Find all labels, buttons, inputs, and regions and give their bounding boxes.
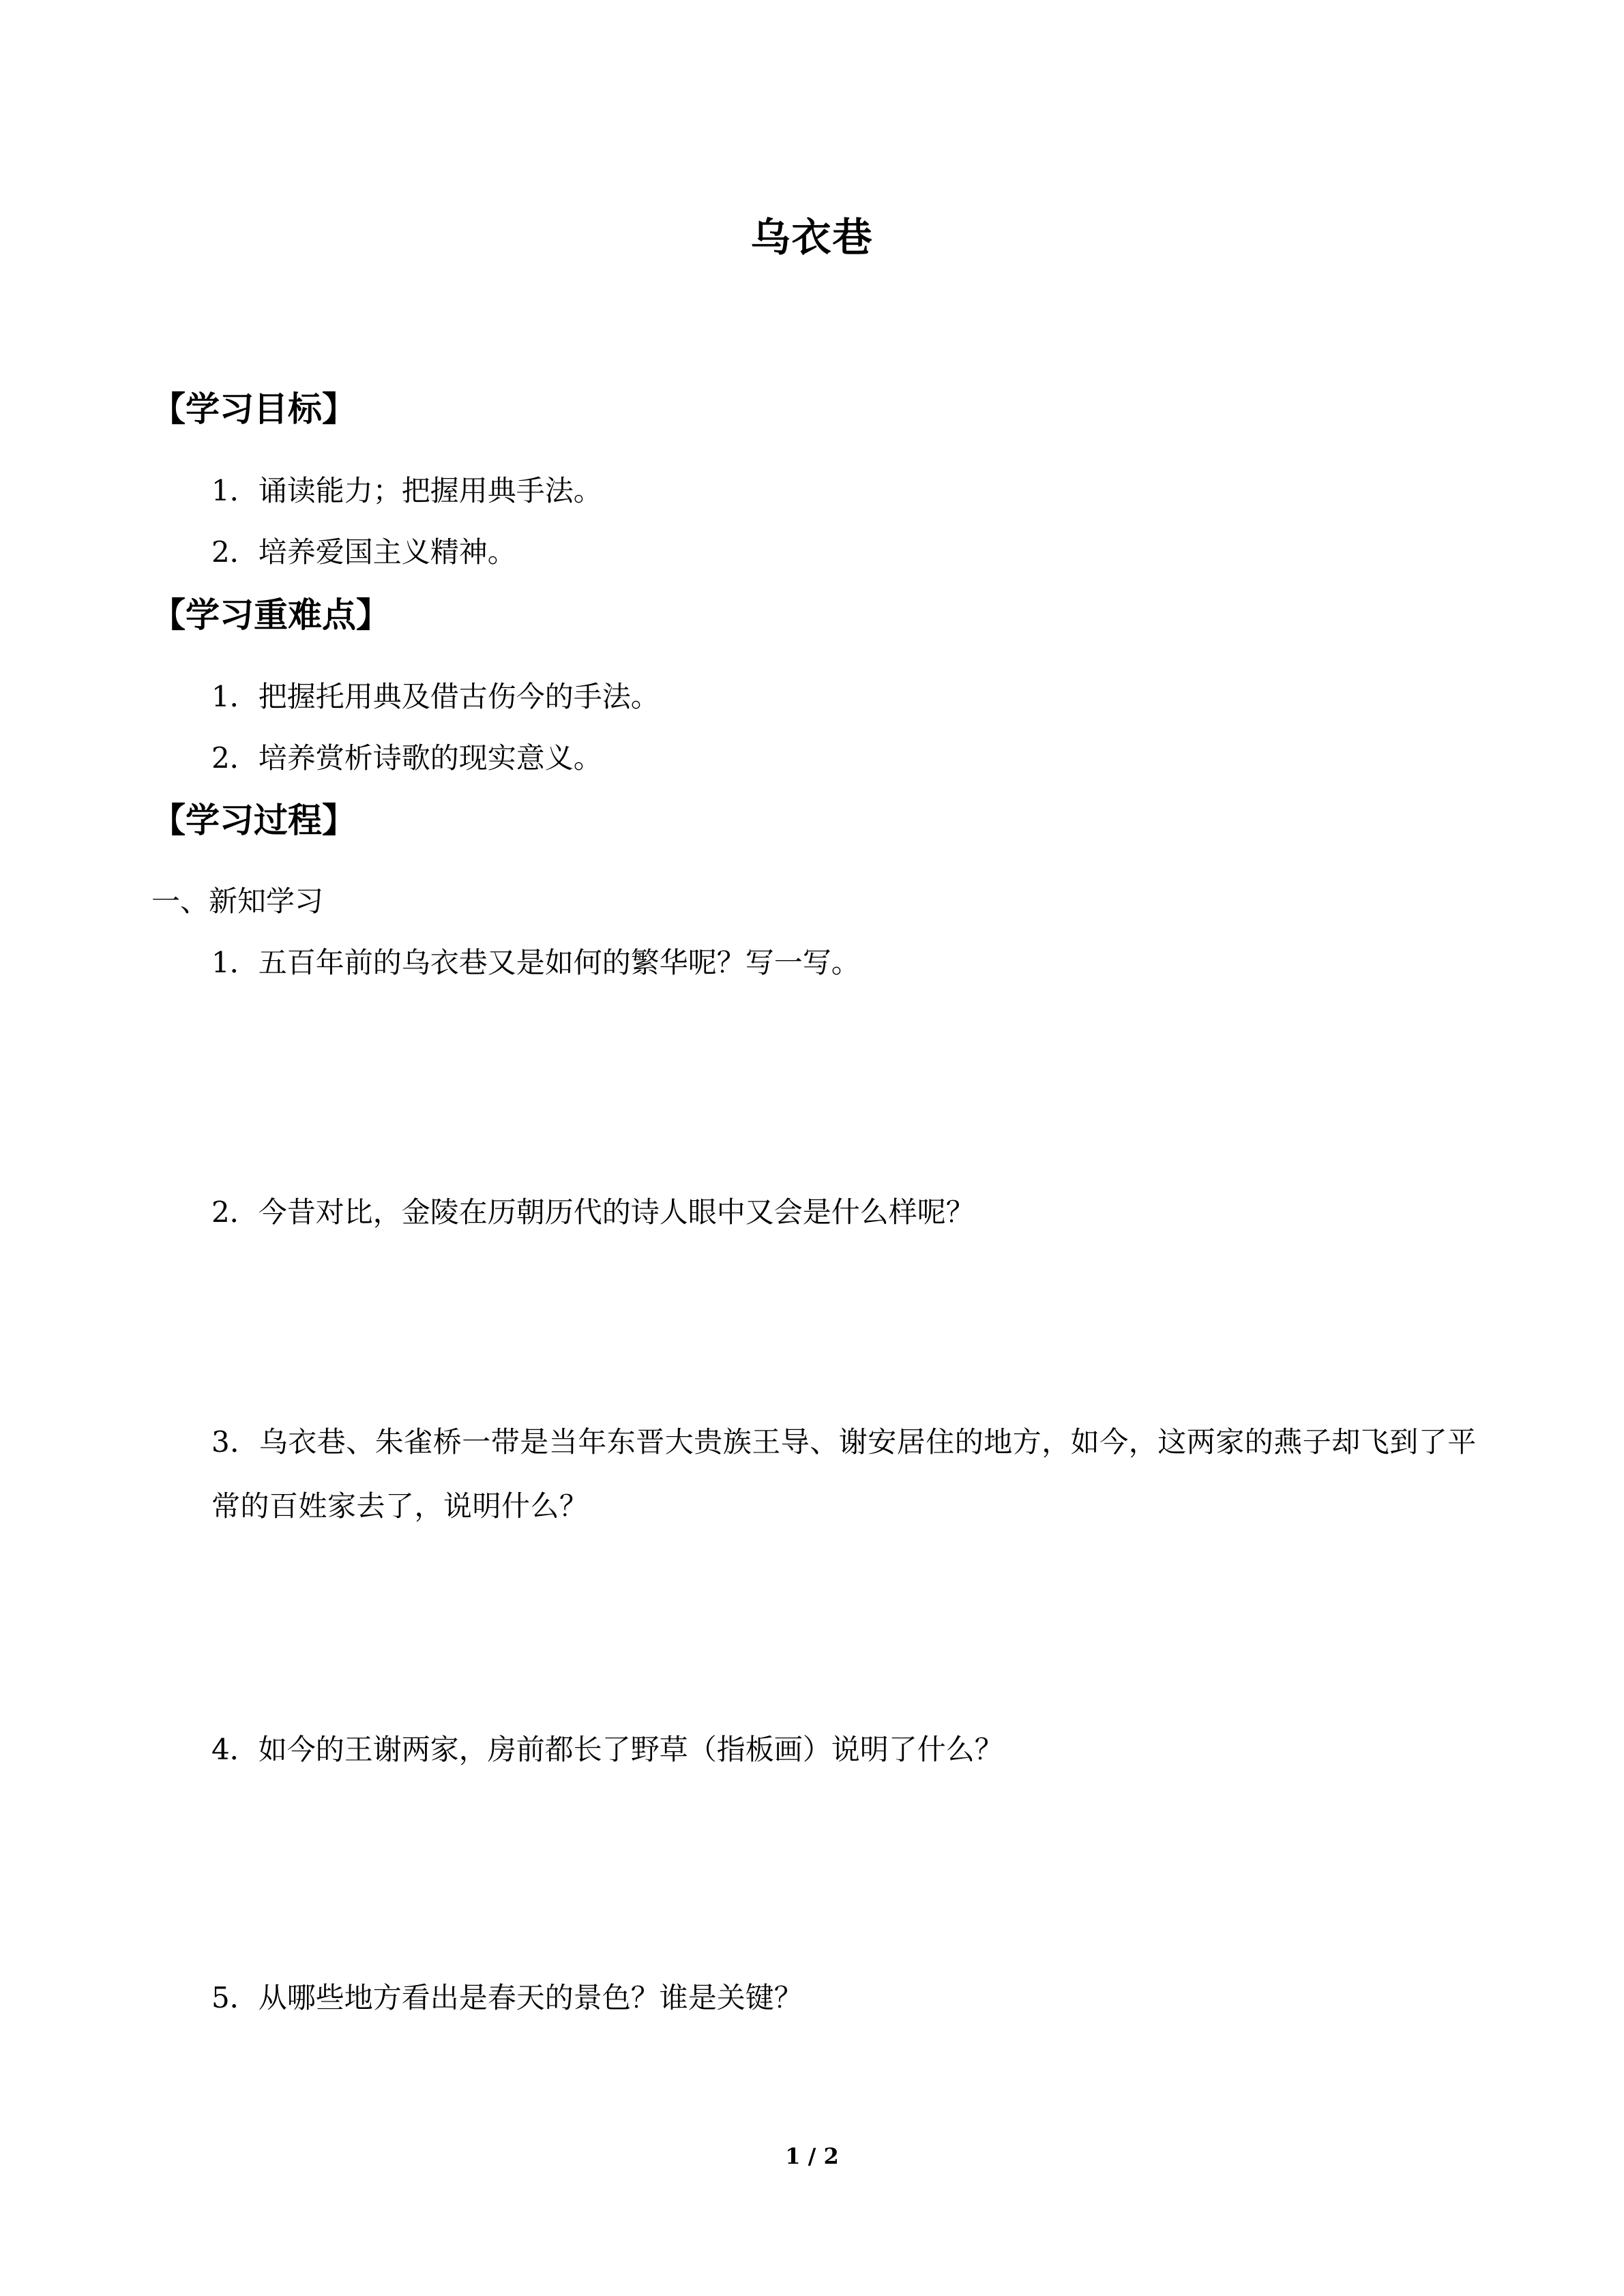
goals-heading: 【学习目标】 — [151, 389, 356, 429]
page-number: 1 / 2 — [785, 2143, 839, 2169]
key-point-item-2: 2．培养赏析诗歌的现实意义。 — [211, 741, 602, 775]
question-5: 5．从哪些地方看出是春天的景色？谁是关键？ — [211, 1981, 803, 2014]
key-point-item-1: 1．把握托用典及借古伤今的手法。 — [211, 680, 660, 713]
key-points-heading: 【学习重难点】 — [151, 595, 390, 635]
section-label: 一、新知学习 — [151, 884, 324, 918]
question-2: 2．今昔对比，金陵在历朝历代的诗人眼中又会是什么样呢？ — [211, 1195, 975, 1229]
goal-item-2: 2．培养爱国主义精神。 — [211, 535, 516, 569]
question-1: 1．五百年前的乌衣巷又是如何的繁华呢？写一写。 — [211, 946, 860, 979]
question-4: 4．如今的王谢两家，房前都长了野草（指板画）说明了什么？ — [211, 1733, 1003, 1766]
process-heading: 【学习过程】 — [151, 801, 356, 840]
document-title: 乌衣巷 — [750, 214, 874, 260]
goal-item-1: 1．诵读能力；把握用典手法。 — [211, 474, 602, 507]
question-3: 3．乌衣巷、朱雀桥一带是当年东晋大贵族王导、谢安居住的地方，如今，这两家的燕子却飞到了平常的百姓家去了，说明什么？ — [211, 1425, 1477, 1523]
